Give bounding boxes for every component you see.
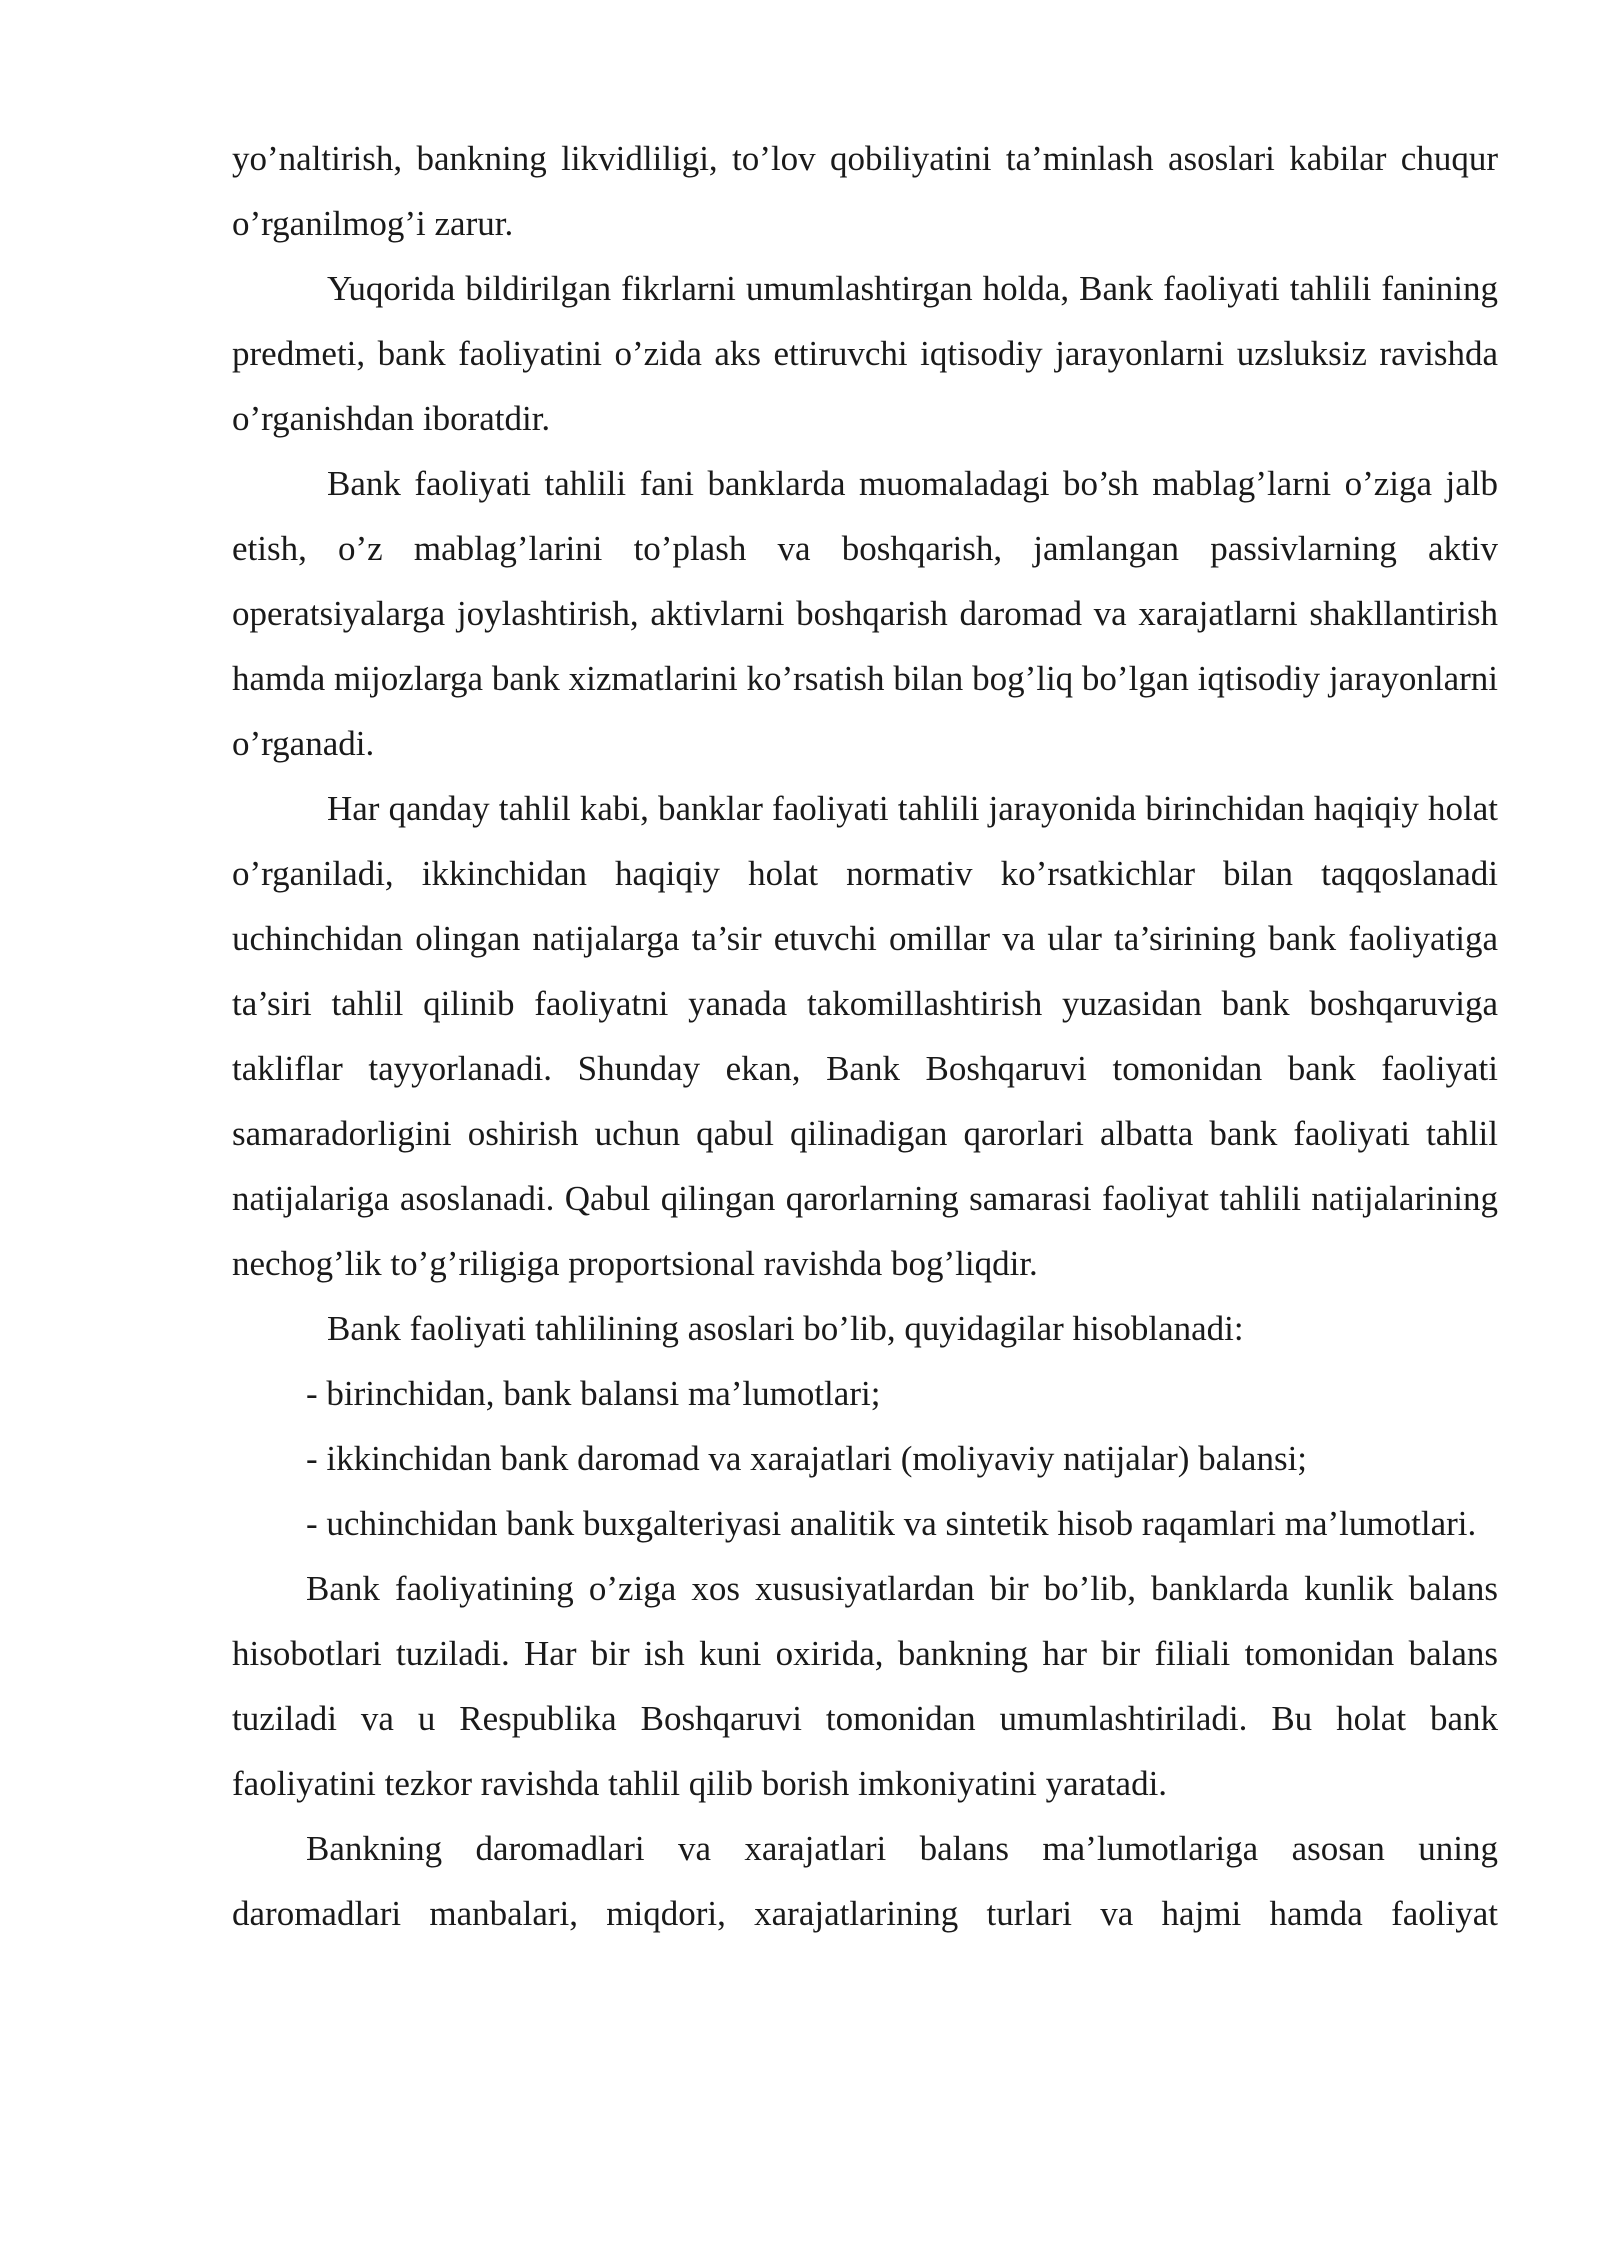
- paragraph-list-intro: Bank faoliyati tahlilining asoslari bo’lib, quyidagilar hisoblanadi:: [327, 1309, 1244, 1348]
- basis-list: [232, 1361, 1498, 1556]
- document-page: [232, 126, 1498, 1946]
- list-item: - birinchidan, bank balansi ma’lumotlari;: [306, 1374, 881, 1413]
- paragraph-continuation: yo’naltirish, bankning likvidliligi, to’lov qobiliyatini ta’minlash asoslari kabilar chuqur o’rganilmog’i zarur.: [232, 139, 1498, 243]
- paragraph-discipline-scope: Bank faoliyati tahlili fani banklarda muomaladagi bo’sh mablag’larni o’ziga jalb etish, o’z mablag’larini to’plash va boshqarish, jamlangan passivlarning aktiv operatsiyalarga joylashtirish, aktivlarni boshqarish daromad va xarajatlarni shakllantirish hamda mijozlarga bank xizmatlarini ko’rsatish bilan bog’liq bo’lgan iqtisodiy jarayonlarni o’rganadi.: [232, 464, 1498, 763]
- paragraph-income-expenses: Bankning daromadlari va xarajatlari balans ma’lumotlariga asosan uning daromadlari manbalari, miqdori, xarajatlarining turlari va hajmi hamda faoliyat: [232, 1829, 1498, 1933]
- paragraph-daily-balance: Bank faoliyatining o’ziga xos xususiyatlardan bir bo’lib, banklarda kunlik balans hisobotlari tuziladi. Har bir ish kuni oxirida, bankning har bir filiali tomonidan balans tuziladi va u Respublika Boshqaruvi tomonidan umumlashtiriladi. Bu holat bank faoliyatini tezkor ravishda tahlil qilib borish imkoniyatini yaratadi.: [232, 1569, 1498, 1803]
- paragraph-subject-summary: Yuqorida bildirilgan fikrlarni umumlashtirgan holda, Bank faoliyati tahlili fanining predmeti, bank faoliyatini o’zida aks ettiruvchi iqtisodiy jarayonlarni uzsluksiz ravishda o’rganishdan iboratdir.: [232, 269, 1498, 438]
- list-item: - uchinchidan bank buxgalteriyasi analitik va sintetik hisob raqamlari ma’lumotlari.: [306, 1504, 1477, 1543]
- paragraph-analysis-process: Har qanday tahlil kabi, banklar faoliyati tahlili jarayonida birinchidan haqiqiy holat o’rganiladi, ikkinchidan haqiqiy holat normativ ko’rsatkichlar bilan taqqoslanadi uchinchidan olingan natijalarga ta’sir etuvchi omillar va ular ta’sirining bank faoliyatiga ta’siri tahlil qilinib faoliyatni yanada takomillashtirish yuzasidan bank boshqaruviga takliflar tayyorlanadi. Shunday ekan, Bank Boshqaruvi tomonidan bank faoliyati samaradorligini oshirish uchun qabul qilinadigan qarorlari albatta bank faoliyati tahlil natijalariga asoslanadi. Qabul qilingan qarorlarning samarasi faoliyat tahlili natijalarining nechog’lik to’g’riligiga proportsional ravishda bog’liqdir.: [232, 789, 1498, 1283]
- list-item: - ikkinchidan bank daromad va xarajatlari (moliyaviy natijalar) balansi;: [306, 1439, 1308, 1478]
